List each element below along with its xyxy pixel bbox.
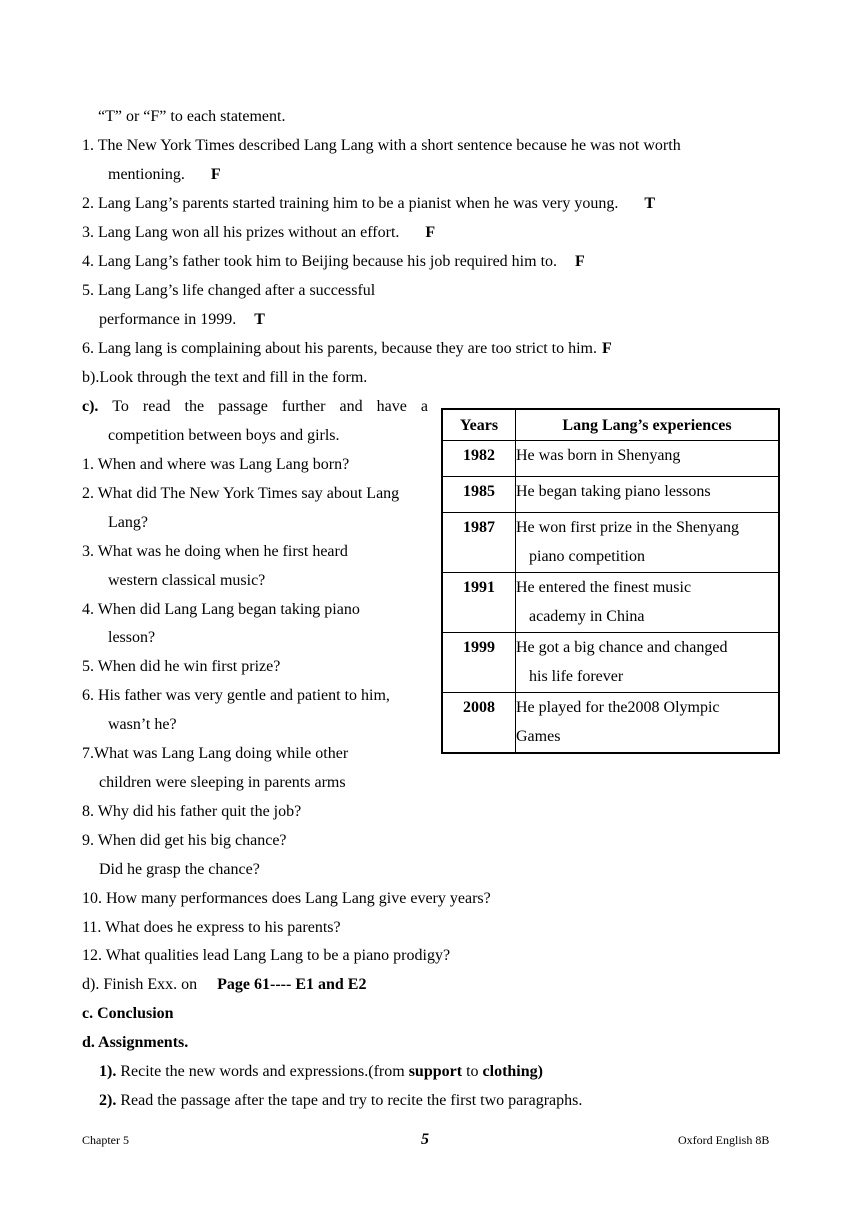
question-7: 7.What was Lang Lang doing while other: [82, 745, 349, 762]
table-cell-year: 1985: [442, 477, 516, 513]
table-row: [442, 573, 779, 633]
table-cell-experience: He began taking piano lessons: [516, 477, 780, 513]
question-3-cont: western classical music?: [108, 572, 266, 589]
page-reference: Page 61---- E1 and E2: [217, 976, 367, 993]
section-c-instruction: c). To read the passage further and have a: [82, 398, 428, 415]
table-cell-year: 1982: [442, 441, 516, 477]
experience-form-table: [441, 408, 780, 754]
tf-answer-3: F: [425, 224, 436, 241]
section-b-instruction: b).Look through the text and fill in the form.: [82, 369, 368, 386]
tf-statement-4: 4. Lang Lang’s father took him to Beijing because his job required him to. F: [82, 253, 585, 270]
tf-statement-3: 3. Lang Lang won all his prizes without an effort. F: [82, 224, 436, 241]
question-6: 6. His father was very gentle and patient to him,: [82, 687, 390, 704]
table-row: [442, 477, 779, 513]
question-11: 11. What does he express to his parents?: [82, 919, 341, 936]
question-1: 1. When and where was Lang Lang born?: [82, 456, 350, 473]
question-4: 4. When did Lang Lang began taking piano: [82, 601, 360, 618]
question-4-cont: lesson?: [108, 629, 156, 646]
question-7-cont: children were sleeping in parents arms: [99, 774, 346, 791]
table-cell-experience: He entered the finest music academy in China: [516, 573, 780, 633]
table-row: [442, 693, 779, 753]
assignments-heading: d. Assignments.: [82, 1034, 189, 1051]
tf-answer-5: T: [254, 311, 265, 328]
table-cell-experience: He won first prize in the Shenyang piano competition: [516, 513, 780, 573]
footer-chapter: Chapter 5: [82, 1133, 129, 1147]
assignment-1: 1). Recite the new words and expressions.(from support to clothing): [99, 1063, 543, 1080]
question-10: 10. How many performances does Lang Lang give every years?: [82, 890, 491, 907]
table-cell-experience: He got a big chance and changed his life forever: [516, 633, 780, 693]
table-cell-year: 1987: [442, 513, 516, 573]
table-cell-year: 1991: [442, 573, 516, 633]
section-c-instruction-cont: competition between boys and girls.: [108, 427, 340, 444]
tf-statement-6: 6. Lang lang is complaining about his parents, because they are too strict to him. F: [82, 340, 612, 357]
tf-answer-6: F: [601, 340, 612, 357]
question-6-cont: wasn’t he?: [108, 716, 177, 733]
question-12: 12. What qualities lead Lang Lang to be a piano prodigy?: [82, 947, 451, 964]
tf-answer-2: T: [644, 195, 655, 212]
question-9-cont: Did he grasp the chance?: [99, 861, 260, 878]
page-number: 5: [421, 1131, 429, 1148]
footer-book-title: Oxford English 8B: [678, 1133, 770, 1147]
question-8: 8. Why did his father quit the job?: [82, 803, 302, 820]
question-9: 9. When did get his big chance?: [82, 832, 287, 849]
table-cell-experience: He played for the2008 Olympic Games: [516, 693, 780, 753]
table-cell-year: 2008: [442, 693, 516, 753]
tf-statement-5-cont: performance in 1999. T: [99, 311, 265, 328]
tf-answer-4: F: [575, 253, 585, 270]
tf-statement-1-cont: mentioning. F: [108, 166, 221, 183]
tf-answer-1: F: [210, 166, 221, 183]
table-row: [442, 633, 779, 693]
tf-statement-1: 1. The New York Times described Lang Lang with a short sentence because he was not worth: [82, 137, 681, 154]
table-header-experiences: Lang Lang’s experiences: [516, 409, 780, 441]
table-header-row: [442, 409, 779, 441]
question-2-cont: Lang?: [108, 514, 148, 531]
table-row: [442, 513, 779, 573]
question-2: 2. What did The New York Times say about Lang: [82, 485, 400, 502]
section-d-instruction: d). Finish Exx. on Page 61---- E1 and E2: [82, 976, 367, 993]
tf-statement-5: 5. Lang Lang’s life changed after a successful: [82, 282, 376, 299]
table-cell-experience: He was born in Shenyang: [516, 441, 780, 477]
table-cell-year: 1999: [442, 633, 516, 693]
assignment-2: 2). Read the passage after the tape and try to recite the first two paragraphs.: [99, 1092, 583, 1109]
table-header-years: Years: [442, 409, 516, 441]
question-3: 3. What was he doing when he first heard: [82, 543, 348, 560]
question-5: 5. When did he win first prize?: [82, 658, 281, 675]
tf-statement-2: 2. Lang Lang’s parents started training him to be a pianist when he was very young. T: [82, 195, 655, 212]
tf-intro: “T” or “F” to each statement.: [98, 108, 286, 125]
conclusion-heading: c. Conclusion: [82, 1005, 174, 1022]
table-row: [442, 441, 779, 477]
